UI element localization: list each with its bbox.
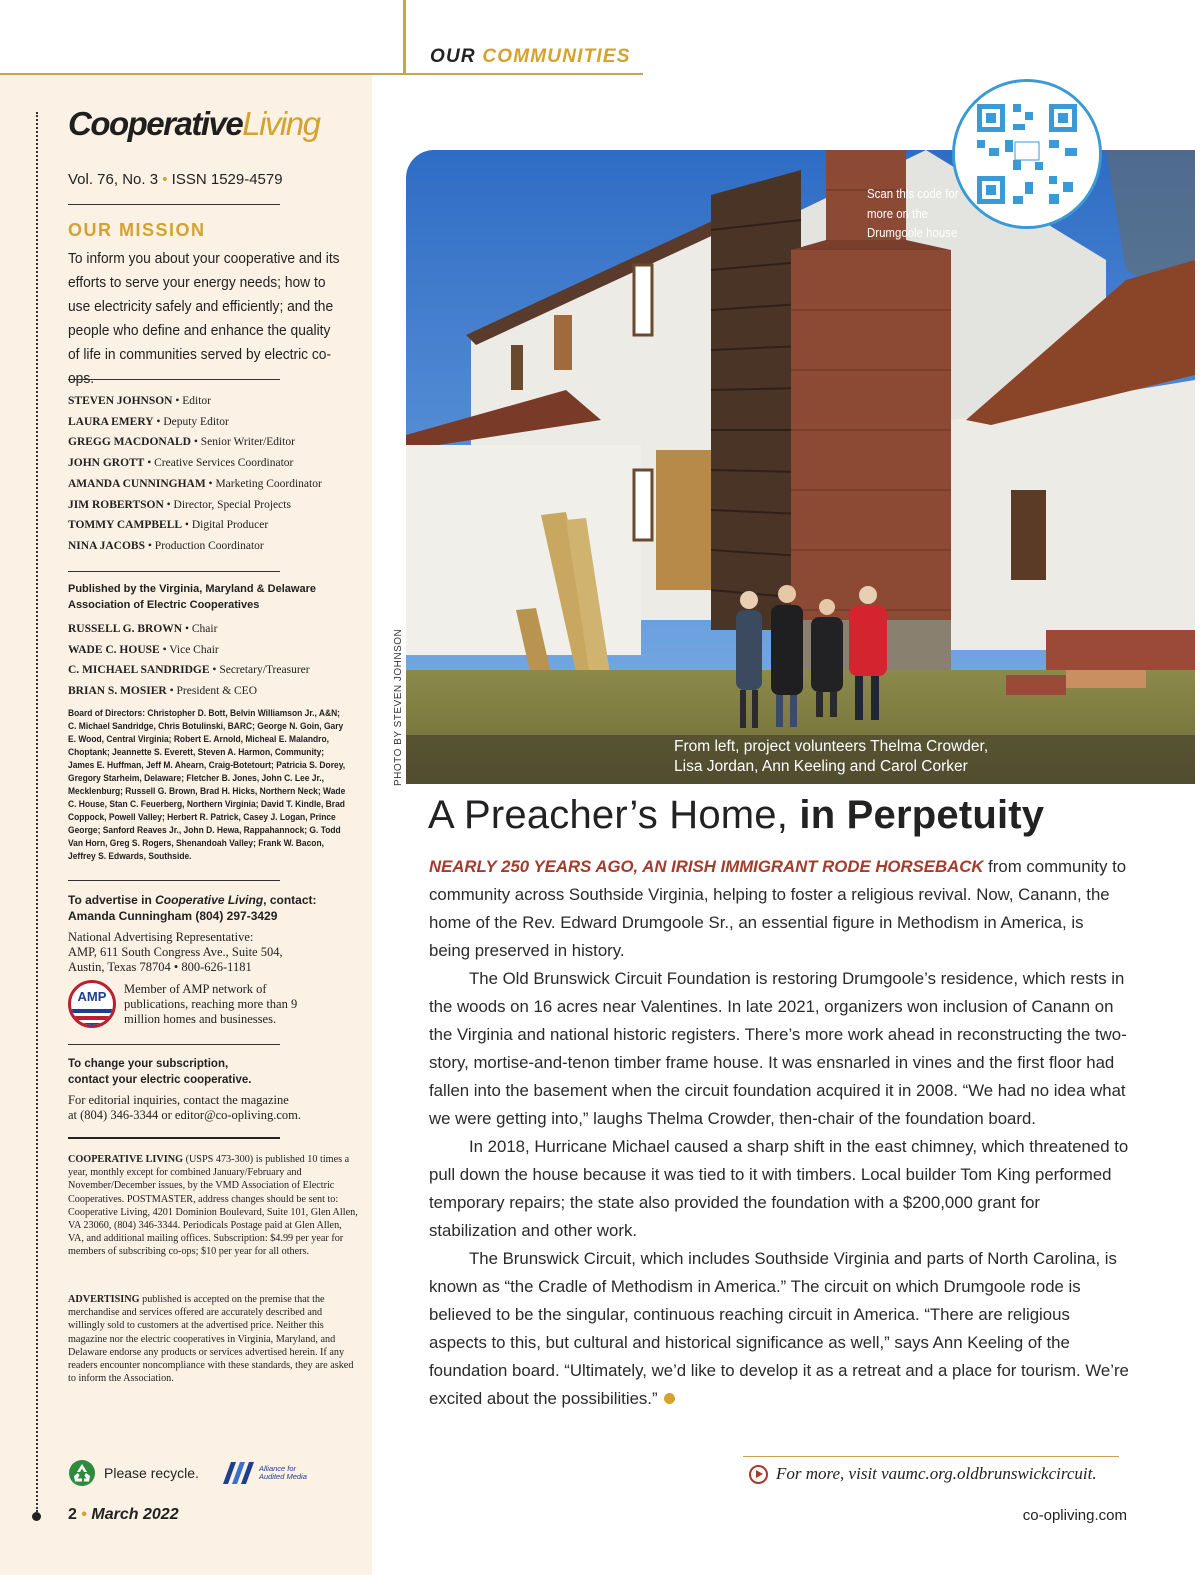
staff-item: GREGG MACDONALD • Senior Writer/Editor	[68, 436, 295, 449]
staff-item: AMANDA CUNNINGHAM • Marketing Coordinator	[68, 477, 322, 490]
divider	[68, 379, 280, 380]
divider	[68, 880, 280, 881]
staff-name: JOHN GROTT	[68, 457, 145, 470]
staff-item: STEVEN JOHNSON • Editor	[68, 395, 212, 407]
natrep-line: Austin, Texas 78704 • 800-626-1181	[68, 960, 252, 974]
staff-role: Deputy Editor	[163, 415, 229, 428]
page-footer	[68, 1506, 358, 1524]
staff-item: NINA JACOBS • Production Coordinator	[68, 539, 264, 552]
staff-name: NINA JACOBS	[68, 539, 146, 552]
issue-date: March 2022	[91, 1506, 179, 1523]
officer-item: WADE C. HOUSE • Vice Chair	[68, 643, 219, 656]
inquiries-line: at (804) 346-3344 or editor@co-opliving.com.	[68, 1108, 301, 1122]
staff-name: JIM ROBERTSON	[68, 498, 164, 511]
qr-code-icon	[955, 82, 1099, 226]
article-headline	[428, 793, 1044, 838]
qr-code[interactable]	[952, 79, 1102, 229]
more-info-rule	[743, 1456, 1119, 1457]
end-mark	[664, 1393, 675, 1404]
advertising-policy	[68, 1293, 358, 1385]
logo-part1: Cooperative	[68, 105, 243, 142]
staff-name: GREGG MACDONALD	[68, 436, 191, 449]
header-divider-vertical	[403, 0, 406, 75]
article-body	[429, 853, 1129, 1413]
staff-role: Production Coordinator	[154, 539, 264, 552]
national-ad-rep	[68, 930, 358, 975]
house-illustration	[406, 150, 1195, 784]
publisher-line: Published by the Virginia, Maryland & Delaware	[68, 583, 316, 595]
officers-list	[68, 619, 358, 702]
staff-name: STEVEN JOHNSON	[68, 395, 173, 407]
aam-logo	[221, 1461, 307, 1485]
caption-line: Lisa Jordan, Ann Keeling and Carol Corker	[674, 758, 968, 775]
amp-member-text: Member of AMP network of publications, reaching more than 9 million homes and businesses.	[124, 982, 298, 1026]
staff-role: Director, Special Projects	[173, 498, 291, 511]
staff-role: Creative Services Coordinator	[154, 457, 294, 470]
staff-item: JOHN GROTT • Creative Services Coordinator	[68, 457, 294, 470]
advertise-contact	[68, 892, 358, 924]
divider	[68, 204, 280, 205]
article-paragraph	[429, 1245, 1129, 1413]
article-paragraph	[429, 853, 1129, 965]
headline-part1: A Preacher’s Home,	[428, 793, 800, 837]
advertising-policy-title: ADVERTISING	[68, 1294, 140, 1305]
publisher-line: Association of Electric Cooperatives	[68, 599, 260, 611]
section-header-part2: COMMUNITIES	[482, 46, 631, 67]
separator-dot: •	[81, 1506, 87, 1523]
officer-item: RUSSELL G. BROWN • Chair	[68, 623, 218, 635]
website-footer[interactable]: co-opliving.com	[1022, 1507, 1127, 1524]
more-info-link[interactable]	[749, 1464, 1097, 1484]
staff-item: LAURA EMERY • Deputy Editor	[68, 415, 229, 428]
logo-part2: Living	[242, 105, 320, 142]
officer-item: BRIAN S. MOSIER • President & CEO	[68, 685, 258, 698]
staff-name: TOMMY CAMPBELL	[68, 519, 183, 532]
officer-role: President & CEO	[176, 685, 258, 698]
aam-mark-icon	[221, 1461, 255, 1485]
photo-credit: PHOTO BY STEVEN JOHNSON	[393, 628, 404, 786]
staff-role: Senior Writer/Editor	[200, 436, 295, 449]
officer-name: WADE C. HOUSE	[68, 643, 160, 656]
qr-scan-text: Scan this code for more on the Drumgoole house	[867, 186, 959, 240]
recycle-row	[68, 1458, 358, 1488]
dotted-line-end-dot	[32, 1512, 41, 1521]
staff-name: AMANDA CUNNINGHAM	[68, 477, 206, 490]
subscription-change	[68, 1056, 358, 1088]
advertising-policy-text: published is accepted on the premise that the merchandise and services offered are accurately described and willingly sold to customers at the advertised price. Neither this magazine nor the electric cooperatives in Virginia, Maryland, and Delaware endorse any products or services advertised herein. If any readers encounter noncompliance with these standards, they are asked to inform the Association.	[68, 1294, 354, 1385]
amp-logo-text: AMP	[77, 989, 107, 1004]
advertise-text: To advertise in	[68, 893, 156, 907]
volume-number: Vol. 76, No. 3	[68, 171, 159, 188]
staff-role: Marketing Coordinator	[215, 477, 322, 490]
divider	[68, 1137, 280, 1139]
advertise-contact-name: Amanda Cunningham (804) 297-3429	[68, 909, 278, 923]
divider	[68, 1044, 280, 1045]
play-arrow-icon	[749, 1465, 768, 1484]
caption-line: From left, project volunteers Thelma Crowder,	[674, 738, 989, 755]
advertise-magazine-name: Cooperative Living	[155, 893, 264, 907]
recycle-icon	[68, 1459, 96, 1487]
mission-text: To inform you about your cooperative and its efforts to serve your energy needs; how to use electricity safely and efficiently; and the people who define and enhance the quality of life in communities served by electric co-ops.	[68, 250, 340, 387]
divider	[68, 571, 280, 572]
aam-line: Alliance for	[258, 1464, 297, 1473]
amp-logo-stripe	[71, 1023, 113, 1027]
amp-logo-stripe	[71, 1009, 113, 1013]
article-paragraph: The Old Brunswick Circuit Foundation is restoring Drumgoole’s residence, which rests in the woods on 16 acres near Valentines. In late 2021, organizers won inclusion of Canann on the Virginia and national historic registers. There’s more work ahead in reconstructing the two-story, mortise-and-tenon timber frame house. It was ensnarled in vines and the first floor had fallen into the basement when the circuit foundation acquired it in 2008. “We had no idea what we were getting into,” laughs Thelma Crowder, then-chair of the foundation board.	[429, 969, 1127, 1128]
aam-text	[259, 1465, 307, 1481]
magazine-logo	[68, 105, 358, 143]
mission-heading: OUR MISSION	[68, 220, 206, 240]
usps-title: COOPERATIVE LIVING	[68, 1154, 184, 1165]
subscription-line: To change your subscription,	[68, 1058, 229, 1070]
advertise-text: , contact:	[263, 893, 317, 907]
officer-role: Secretary/Treasurer	[219, 664, 310, 677]
photo-caption	[674, 737, 1074, 777]
usps-statement	[68, 1153, 358, 1259]
staff-name: LAURA EMERY	[68, 415, 154, 428]
staff-role: Digital Producer	[191, 519, 269, 532]
staff-item: JIM ROBERTSON • Director, Special Projects	[68, 498, 291, 511]
editorial-inquiries	[68, 1093, 358, 1123]
staff-role: Editor	[182, 395, 212, 407]
publisher	[68, 581, 358, 613]
headline-part2: in Perpetuity	[799, 793, 1045, 837]
separator-dot: •	[162, 171, 168, 188]
article-paragraph: In 2018, Hurricane Michael caused a sharp shift in the east chimney, which threatened to pull down the house because it was tied to it with timbers. Local builder Tom King performed temporary repairs; the state also provided the foundation with a $200,000 grant for stabilization and other work.	[429, 1137, 1129, 1240]
inquiries-line: For editorial inquiries, contact the magazine	[68, 1093, 289, 1107]
more-info-text[interactable]: For more, visit vaumc.org.oldbrunswickcircuit.	[776, 1464, 1097, 1483]
usps-text: (USPS 473-300) is published 10 times a year, monthly except for combined January/February and November/December issues, by the VMD Association of Electric Cooperatives. POSTMASTER, address changes should be sent to: Cooperative Living, 4201 Dominion Boulevard, Suite 101, Glen Allen, VA 23060, (804) 346-3344. Periodicals Postage paid at Glen Allen, VA, and additional mailing offices. Subscription: $4.99 per year for members of subscribing co-ops; $10 per year for all others.	[68, 1154, 358, 1258]
subscription-line: contact your electric cooperative.	[68, 1074, 252, 1086]
staff-item: TOMMY CAMPBELL • Digital Producer	[68, 519, 269, 532]
page-number: 2	[68, 1506, 77, 1523]
amp-logo-stripe	[71, 1016, 113, 1020]
feature-photo	[406, 150, 1195, 784]
lead-in: NEARLY 250 YEARS AGO, AN IRISH IMMIGRANT RODE HORSEBACK	[429, 857, 984, 876]
officer-item: C. MICHAEL SANDRIDGE • Secretary/Treasurer	[68, 664, 310, 677]
officer-name: RUSSELL G. BROWN	[68, 623, 183, 635]
issn: ISSN 1529-4579	[171, 171, 283, 188]
officer-role: Vice Chair	[169, 643, 219, 656]
staff-list	[68, 391, 358, 557]
volume-line	[68, 171, 358, 188]
paragraph-text: from community to community across Southside Virginia, helping to foster a religious revival. Now, Canann, the home of the Rev. Edward Drumgoole Sr., an essential figure in Methodism in America, is being preserved in history.	[429, 857, 1127, 960]
amp-logo	[68, 980, 116, 1028]
officer-name: C. MICHAEL SANDRIDGE	[68, 664, 210, 677]
section-header-part1: OUR	[430, 46, 476, 67]
officer-role: Chair	[191, 623, 218, 635]
aam-line: Audited Media	[258, 1472, 307, 1481]
amp-member-block	[68, 980, 358, 1032]
officer-name: BRIAN S. MOSIER	[68, 685, 167, 698]
recycle-text: Please recycle.	[104, 1465, 199, 1481]
natrep-line: National Advertising Representative:	[68, 930, 254, 944]
section-header	[430, 46, 631, 68]
natrep-line: AMP, 611 South Congress Ave., Suite 504,	[68, 945, 283, 959]
dotted-margin-line	[36, 112, 38, 1512]
board-of-directors: Board of Directors: Christopher D. Bott, Belvin Williamson Jr., A&N; C. Michael Sandridge, Chris Botulinski, BARC; George N. Goin, Gary E. Wood, Central Virginia; Robert E. Arnold, Micheal E. Malandro, Choptank; Jeannette S. Everett, Steven A. Harmon, Community; James E. Huffman, Jeff M. Ahearn, Craig-Botetourt; Patricia S. Dorey, Gregory Starheim, Delaware; Fletcher B. Jones, John C. Lee Jr., Mecklenburg; Russell G. Brown, Brad H. Hicks, Northern Neck; Wade C. House, Stan C. Feuerberg, Northern Virginia; David T. Kindle, Brad Coppock, Powell Valley; Herbert R. Patrick, Casey J. Logan, Prince George; Sanford Reaves Jr., John D. Hewa, Rappahannock; G. Todd Van Horn, Greg S. Rogers, Shenandoah Valley; Frank W. Bacon, Jeffrey S. Edwards, Southside.	[68, 708, 346, 861]
advertise-line	[68, 892, 358, 908]
paragraph-text: The Brunswick Circuit, which includes Southside Virginia and parts of North Carolina, is known as “the Cradle of Methodism in America.” The circuit on which Drumgoole rode is believed to be the singular, continuous reaching circuit in America. “There are religious aspects to this, but cultural and historical significance as well,” says Ann Keeling of the foundation board. “Ultimately, we’d like to develop it as a retreat and a place for tourism. We’re excited about the possibilities.”	[429, 1249, 1129, 1408]
